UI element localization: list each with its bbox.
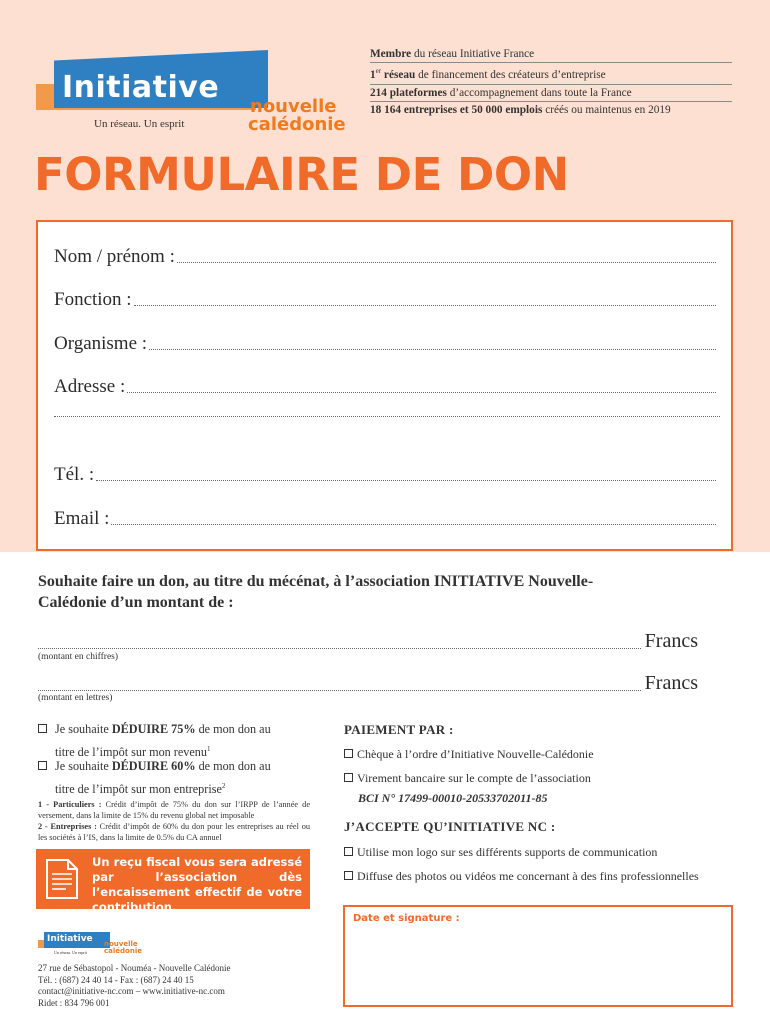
amount-digits-field[interactable]: [38, 630, 698, 653]
logo-nc-line2: calédonie: [248, 114, 346, 135]
deduct-60-option[interactable]: Je souhaite DÉDUIRE 60% de mon don au titre de l’impôt sur mon entreprise$^2$: [38, 756, 310, 799]
footer-logo: [38, 929, 142, 959]
function-label: Fonction :: [54, 289, 132, 310]
amount-words-field[interactable]: [38, 672, 698, 695]
deduct-75-option[interactable]: Je souhaite DÉDUIRE 75% de mon don au titre de l’impôt sur mon revenu$^1$: [38, 719, 310, 762]
payment-heading: PAIEMENT PAR :: [344, 722, 454, 737]
document-icon: [44, 857, 80, 901]
payment-cheque-option[interactable]: Chèque à l’ordre d’Initiative Nouvelle-Calédonie: [344, 747, 594, 762]
name-label: Nom / prénom :: [54, 246, 175, 267]
signature-box[interactable]: [343, 905, 733, 1007]
phone-field[interactable]: [54, 464, 716, 486]
currency-label: Francs: [644, 630, 698, 652]
consent-heading: J’ACCEPTE QU’INITIATIVE NC :: [344, 819, 556, 834]
name-line[interactable]: [177, 262, 716, 263]
phone-label: Tél. :: [54, 464, 95, 485]
organisation-label: Organisme :: [54, 333, 148, 354]
tax-footnotes: 1 - Particuliers : Crédit d’impôt de 75% du don sur l’IRPP de l’année de versement, dans la limite de 15% du revenu global net imposable 2 - Entreprises : Crédit d’impôt de 60% du don pour les entreprises au réel ou les sociétés à l’IS, dans la limite de 0.5% du CA annuel: [38, 800, 310, 842]
footer-logo-nc: nouvelle calédonie: [104, 940, 142, 955]
network-line-4: 18 164 entreprises et 50 000 emplois créés ou maintenus en 2019: [370, 103, 671, 116]
address-field-2[interactable]: [54, 416, 720, 422]
address-line[interactable]: [127, 392, 716, 393]
logo-tagline: Un réseau. Un esprit: [94, 118, 185, 130]
network-line-1: Membre du réseau Initiative France: [370, 46, 732, 63]
footer-address: 27 rue de Sébastopol - Nouméa - Nouvelle Calédonie Tél. : (687) 24 40 14 - Fax : (687) 24 40 15 contact@initiative-nc.com – www.initiative-nc.com Ridet : 834 796 001: [38, 963, 231, 1008]
currency-label-2: Francs: [644, 672, 698, 694]
page-title: FORMULAIRE DE DON: [34, 148, 569, 201]
function-line[interactable]: [134, 305, 716, 306]
organisation-line[interactable]: [149, 349, 716, 350]
email-label: Email :: [54, 508, 110, 529]
address-label: Adresse :: [54, 376, 126, 397]
email-line[interactable]: [111, 524, 716, 525]
deduct-75-checkbox[interactable]: [38, 724, 47, 733]
tax-receipt-text: Un reçu fiscal vous sera adressé par l’association dès l’encaissement effectif de votre contribution.: [92, 855, 302, 914]
transfer-checkbox[interactable]: [344, 773, 353, 782]
bank-account-number: BCI N° 17499-00010-20533702011-85: [358, 791, 548, 805]
initiative-logo: [36, 44, 366, 144]
payment-transfer-option[interactable]: Virement bancaire sur le compte de l’association: [344, 771, 591, 786]
consent-photos-option[interactable]: Diffuse des photos ou vidéos me concernant à des fins professionnelles: [344, 869, 699, 884]
amount-words-line[interactable]: [38, 690, 641, 691]
phone-line[interactable]: [96, 480, 716, 481]
function-field[interactable]: [54, 289, 716, 311]
footer-logo-tagline: Un réseau. Un esprit: [54, 950, 87, 955]
logo-word: Initiative: [62, 70, 220, 105]
logo-nc-line1: nouvelle: [250, 96, 337, 117]
organisation-field[interactable]: [54, 333, 716, 355]
consent-logo-checkbox[interactable]: [344, 847, 353, 856]
address-field[interactable]: [54, 376, 716, 398]
network-line-2: 1er réseau de financement des créateurs d’entreprise: [370, 63, 732, 84]
amount-digits-note: (montant en chiffres): [38, 652, 119, 662]
tax-receipt-banner: [36, 849, 310, 914]
consent-logo-option[interactable]: Utilise mon logo sur ses différents supports de communication: [344, 845, 657, 860]
address-line-2[interactable]: [54, 416, 720, 417]
deduct-60-checkbox[interactable]: [38, 761, 47, 770]
email-field[interactable]: [54, 508, 716, 530]
donation-intro: Souhaite faire un don, au titre du mécénat, à l’association INITIATIVE Nouvelle-Calédonie d’un montant de :: [38, 573, 594, 611]
network-line-3: 214 plateformes d’accompagnement dans toute la France: [370, 85, 732, 102]
cheque-checkbox[interactable]: [344, 749, 353, 758]
footer-logo-word: Initiative: [47, 934, 93, 944]
amount-words-note: (montant en lettres): [38, 693, 113, 703]
contact-form-box: [36, 220, 733, 551]
consent-photos-checkbox[interactable]: [344, 871, 353, 880]
signature-label: Date et signature :: [353, 913, 460, 924]
network-info: [370, 46, 732, 118]
amount-digits-line[interactable]: [38, 648, 641, 649]
name-field[interactable]: [54, 246, 716, 268]
